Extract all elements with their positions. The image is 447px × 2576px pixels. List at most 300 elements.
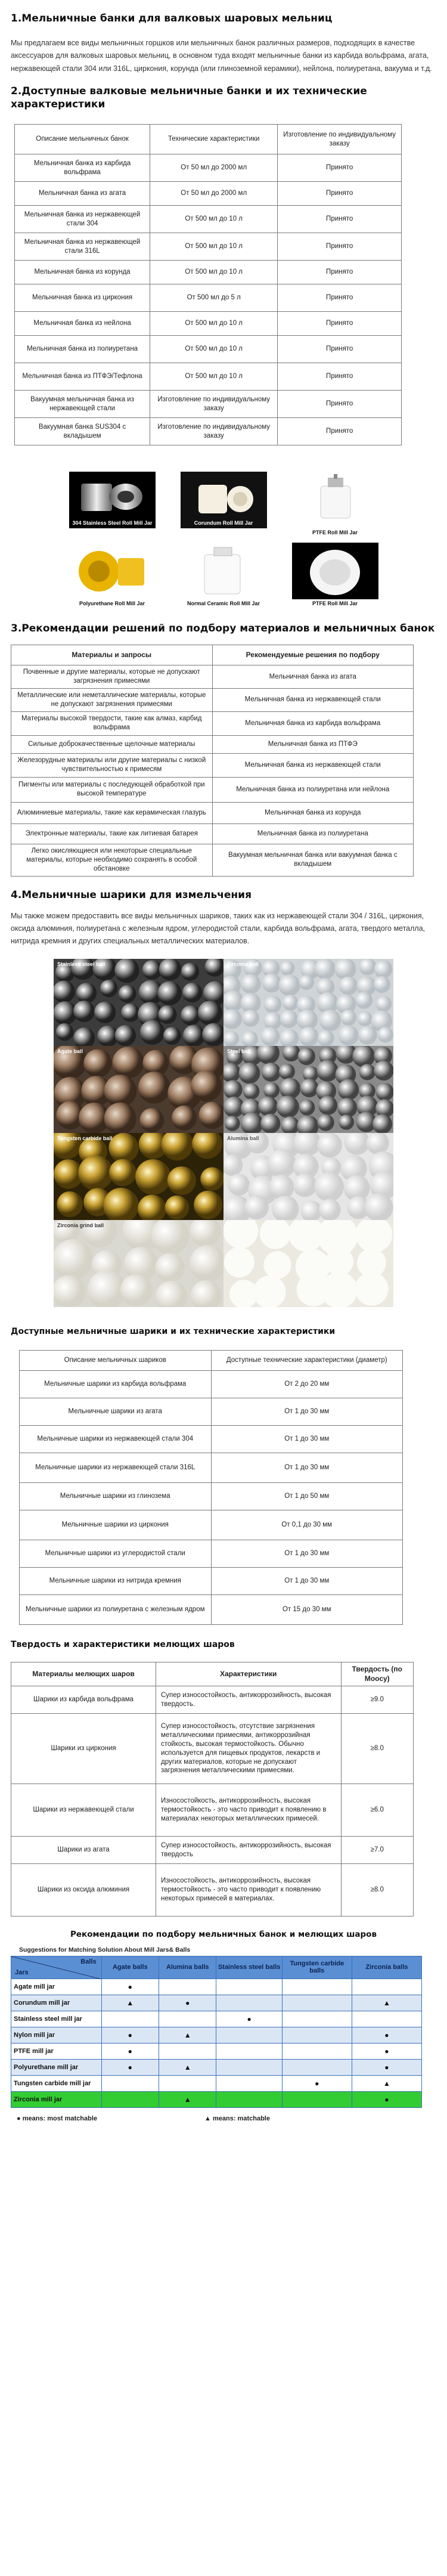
rec-cell: Вакуумная мельничная банка или вакуумная банка с вкладышем (212, 844, 414, 876)
jars-row (15, 261, 402, 284)
ball (120, 1274, 153, 1306)
legend-most-matchable: ● means: most matchable (17, 2114, 98, 2122)
ball (74, 1027, 95, 1046)
hard-cell: ≥9.0 (341, 1686, 414, 1714)
balls-row (20, 1398, 403, 1425)
ball (56, 1023, 74, 1041)
rec-cell: Мельничная банка из карбида вольфрама (212, 711, 414, 735)
ball (319, 1199, 341, 1220)
balls-zirconia-grind (54, 1220, 224, 1307)
balls-label-4: Tungsten carbide ball (57, 1135, 113, 1141)
ball (57, 1191, 82, 1216)
steel-balls-image (224, 1046, 393, 1133)
corner-balls-label: Balls (80, 1958, 97, 1965)
jars-cell: От 500 мл до 10 л (150, 312, 278, 336)
ball (83, 1049, 111, 1077)
matching-mark (282, 2043, 352, 2059)
ball (76, 983, 97, 1003)
matching-row (11, 1995, 422, 2011)
ball (205, 959, 224, 977)
matching-row-label: Corundum mill jar (11, 1995, 102, 2011)
photo-ptfe-jar-2 (292, 543, 378, 606)
ball (318, 1114, 334, 1131)
ball (339, 1114, 354, 1130)
polyurethane-jar-image (69, 543, 156, 599)
jars-row (15, 363, 402, 391)
ball (243, 1083, 260, 1100)
balls-header-1: Доступные технические характеристики (диаметр) (211, 1350, 403, 1370)
ball (262, 973, 281, 992)
ball (355, 1272, 388, 1305)
ball (334, 959, 356, 980)
jars-row (15, 312, 402, 336)
rec-cell: Легко окисляющиеся или некоторые специальные материалы, которые необходимо сохранять в особой обстановке (11, 844, 213, 876)
balls-row (20, 1510, 403, 1540)
recommendations-table (11, 645, 414, 877)
ball (264, 1012, 282, 1030)
balls-cell: От 0,1 до 30 мм (211, 1510, 403, 1540)
jars-cell: Принято (278, 154, 402, 182)
rec-row (11, 735, 414, 753)
balls-alumina (224, 1133, 393, 1220)
ball (283, 995, 299, 1011)
hard-cell: Супер износостойкость, антикоррозийность, высокая твердость (156, 1837, 342, 1864)
legend-matchable: ▲ means: matchable (204, 2114, 270, 2122)
rec-cell: Мельничная банка из корунда (212, 802, 414, 823)
jars-row (15, 233, 402, 261)
balls-cell: От 2 до 20 мм (211, 1370, 403, 1398)
photo-polyurethane-jar (69, 543, 156, 606)
matching-table (11, 1956, 422, 2108)
matching-row (11, 2043, 422, 2059)
balls-row (20, 1482, 403, 1510)
ball (121, 1003, 139, 1021)
jars-header-2: Изготовление по индивидуальному заказу (278, 125, 402, 154)
matching-mark: ● (216, 2011, 282, 2027)
ball (182, 983, 202, 1002)
ball (190, 1244, 224, 1281)
matching-row (11, 2027, 422, 2043)
rec-cell: Электронные материалы, такие как литиевая батарея (11, 823, 213, 844)
matching-col-1: Alumina balls (159, 1956, 216, 1979)
photo-caption-2: PTFE Roll Mill Jar (312, 530, 358, 536)
ball (374, 1060, 393, 1080)
matching-mark: ● (101, 2043, 159, 2059)
jars-cell: Мельничная банка из циркония (15, 284, 150, 312)
jars-cell: Принято (278, 418, 402, 445)
ball (192, 1133, 222, 1159)
jars-cell: Мельничная банка из агата (15, 182, 150, 206)
hard-header-0: Материалы мелющих шаров (11, 1662, 156, 1686)
rec-cell: Мельничная банка из полиуретана или нейлона (212, 777, 414, 802)
ball (264, 995, 281, 1013)
jars-cell: Принято (278, 336, 402, 363)
balls-cell: Мельничные шарики из глинозема (20, 1482, 212, 1510)
jars-cell: Вакуумная мельничная банка из нержавеющей стали (15, 391, 150, 418)
balls-label-5: Alumina ball (227, 1135, 259, 1141)
ball (262, 1063, 281, 1082)
section-1-paragraph: Мы предлагаем все виды мельничных горшков или мельничных банок различных размеров, подходящих в качестве аксессуаров для валковых шаровых мельниц, в основном туда входят мельничные банки из карбида вольфрама, агата, нержавеющей стали 304 или 316L, циркония, корунда (или глиноземной керамики), нейлона, полиуретана, вакуума и т.д. (11, 39, 432, 73)
matching-mark (216, 2043, 282, 2059)
jars-cell: Вакуумная банка SUS304 с вкладышем (15, 418, 150, 445)
ball (138, 1194, 166, 1219)
matching-mark: ● (101, 2059, 159, 2075)
ptfe-jar-image (292, 472, 378, 528)
ball (260, 1220, 291, 1249)
balls-cell: От 1 до 30 мм (211, 1425, 403, 1453)
balls-label-1: Zirconia ball (227, 961, 259, 967)
rec-row (11, 777, 414, 802)
hard-cell: Шарики из нержавеющей стали (11, 1784, 156, 1837)
jars-spec-table (14, 124, 402, 445)
ball (279, 1063, 295, 1079)
balls-cell: Мельничные шарики из нержавеющей стали 304 (20, 1425, 212, 1453)
ball (242, 1030, 258, 1045)
balls-label-3: Steel ball (227, 1048, 251, 1054)
ball (54, 980, 75, 1003)
rec-row (11, 711, 414, 735)
balls-stainless (54, 959, 224, 1046)
balls-cell: От 1 до 30 мм (211, 1540, 403, 1567)
matching-mark: ● (352, 2091, 421, 2107)
jars-cell: От 500 мл до 10 л (150, 206, 278, 233)
ball (261, 1027, 280, 1046)
rec-row (11, 689, 414, 712)
matching-mark (216, 1979, 282, 1995)
rec-cell: Мельничная банка из полиуретана (212, 823, 414, 844)
ball (260, 1113, 280, 1132)
ball (199, 1101, 224, 1128)
matching-mark: ▲ (352, 1995, 421, 2011)
jars-cell: Принято (278, 391, 402, 418)
ball (135, 1159, 171, 1195)
photo-ceramic-jar (181, 543, 267, 606)
balls-tungsten (54, 1133, 224, 1220)
balls-cell: Мельничные шарики из нержавеющей стали 316L (20, 1453, 212, 1482)
jars-cell: От 50 мл до 2000 мл (150, 182, 278, 206)
ball (151, 1220, 189, 1255)
jars-row (15, 284, 402, 312)
ball (224, 1247, 254, 1277)
hard-cell: Шарики из оксида алюминия (11, 1864, 156, 1916)
jars-cell: Принято (278, 363, 402, 391)
ball (374, 976, 390, 992)
matching-col-3: Tungsten carbide balls (282, 1956, 352, 1979)
balls-header-0: Описание мельничных шариков (20, 1350, 212, 1370)
jars-row (15, 154, 402, 182)
photo-caption-5: PTFE Roll Mill Jar (312, 600, 358, 607)
rec-cell: Мельничная банка из нержавеющей стали (212, 753, 414, 777)
balls-label-0: Stainless steel ball (57, 961, 105, 967)
ball (202, 1023, 224, 1045)
jars-cell: От 500 мл до 10 л (150, 336, 278, 363)
ceramic-jar-image (181, 543, 267, 599)
ball (181, 1005, 201, 1026)
balls-cell: От 1 до 50 мм (211, 1482, 403, 1510)
ball (277, 1095, 299, 1118)
balls-cell: От 1 до 30 мм (211, 1453, 403, 1482)
ball (104, 1075, 137, 1107)
photo-corundum-jar (181, 472, 267, 535)
balls-row (20, 1594, 403, 1624)
ball (356, 992, 373, 1009)
ball (224, 1220, 258, 1249)
ball (191, 1280, 222, 1306)
ball (190, 1220, 221, 1247)
hard-cell: Супер износостойкость, антикоррозийность, высокая твердость. (156, 1686, 342, 1714)
hard-cell: Шарики из карбида вольфрама (11, 1686, 156, 1714)
hard-row (11, 1714, 414, 1784)
matching-mark: ● (352, 2043, 421, 2059)
section-3-title: 3.Рекомендации решений по подбору материалов и мельничных банок (11, 623, 435, 635)
hard-row (11, 1864, 414, 1916)
matching-row (11, 2059, 422, 2075)
matching-mark (216, 2027, 282, 2043)
ball (376, 1083, 393, 1101)
ball (258, 1096, 278, 1116)
jars-header-0: Описание мельничных банок (15, 125, 150, 154)
hard-cell: ≥6.0 (341, 1784, 414, 1837)
ball (200, 1167, 224, 1191)
ball (279, 974, 300, 996)
ball (224, 1063, 241, 1082)
section-4-title: 4.Мельничные шарики для измельчения (11, 888, 252, 901)
matching-row-label: Stainless steel mill jar (11, 2011, 102, 2027)
matching-mark: ▲ (159, 2091, 216, 2107)
hard-row (11, 1686, 414, 1714)
balls-cell: От 1 до 30 мм (211, 1398, 403, 1425)
ball (300, 1200, 322, 1220)
matching-mark (101, 2075, 159, 2091)
matching-mark (282, 2091, 352, 2107)
ball (239, 1062, 260, 1083)
jars-cell: Принято (278, 261, 402, 284)
matching-row-label: PTFE mill jar (11, 2043, 102, 2059)
ball (165, 1195, 190, 1219)
matching-row-label: Nylon mill jar (11, 2027, 102, 2043)
matching-col-4: Zirconia balls (352, 1956, 421, 1979)
rec-row (11, 753, 414, 777)
jars-cell: От 50 мл до 2000 мл (150, 154, 278, 182)
ball (316, 1060, 338, 1081)
section-2-title: 2.Доступные валковые мельничные банки и их технические характеристики (11, 85, 367, 110)
balls-row (20, 1453, 403, 1482)
ball (367, 1133, 389, 1154)
rec-cell: Алюминиевые материалы, такие как керамическая глазурь (11, 802, 213, 823)
jars-cell: Мельничная банка из корунда (15, 261, 150, 284)
matching-mark (216, 2075, 282, 2091)
rec-row (11, 823, 414, 844)
ball (299, 1026, 319, 1045)
corner-jars-label: Jars (15, 1969, 29, 1976)
hard-cell: Износостойкость, антикоррозийность, высокая термостойкость - это часто приводит к появлению некоторых примесей в материалах. (156, 1864, 342, 1916)
matching-row (11, 2075, 422, 2091)
rec-row (11, 802, 414, 823)
ball (113, 1046, 144, 1078)
ball (372, 1114, 392, 1132)
ball (108, 1133, 138, 1163)
ball (321, 1272, 358, 1307)
ball (198, 1001, 222, 1025)
matching-mark: ▲ (352, 2075, 421, 2091)
matching-mark (282, 2027, 352, 2043)
balls-label-6: Zirconia grind ball (57, 1222, 104, 1228)
balls-steel (224, 1046, 393, 1133)
matching-mark (282, 2011, 352, 2027)
ball (119, 984, 136, 1002)
ball (280, 1010, 298, 1027)
section-7-title: Рекомендации по подбору мельничных банок и мелющих шаров (70, 1930, 377, 1940)
matching-row-label: Zirconia mill jar (11, 2091, 102, 2107)
jars-cell: Принято (278, 206, 402, 233)
ball (156, 1280, 188, 1306)
ball (109, 1159, 136, 1185)
white-balls-image (224, 1220, 393, 1307)
ball (300, 1079, 318, 1097)
ball (54, 1275, 85, 1307)
ball (224, 1009, 242, 1029)
jars-cell: От 500 мл до 10 л (150, 261, 278, 284)
matching-mark (159, 2011, 216, 2027)
balls-cell: Мельничные шарики из карбида вольфрама (20, 1370, 212, 1398)
ball (325, 1247, 353, 1275)
matching-row-label: Tungsten carbide mill jar (11, 2075, 102, 2091)
jars-cell: Мельничная банка из нейлона (15, 312, 150, 336)
hard-cell: Износостойкость, антикоррозийность, высокая термостойкость - это часто приводит к появлению в материалах некоторых металлических примесей. (156, 1784, 342, 1837)
balls-row (20, 1370, 403, 1398)
matching-mark (282, 1979, 352, 1995)
balls-row (20, 1425, 403, 1453)
jars-cell: От 500 мл до 10 л (150, 233, 278, 261)
balls-cell: Мельничные шарики из полиуретана с железным ядром (20, 1594, 212, 1624)
jars-header-1: Технические характеристики (150, 125, 278, 154)
photo-caption-1: Corundum Roll Mill Jar (194, 520, 253, 527)
matching-mark (282, 1995, 352, 2011)
balls-label-2: Agate ball (57, 1048, 83, 1054)
ball (359, 959, 377, 976)
matching-mark: ● (101, 2027, 159, 2043)
ball (257, 1046, 280, 1064)
matching-mark: ● (282, 2075, 352, 2091)
ball (224, 1030, 239, 1045)
ball (374, 960, 393, 979)
balls-agate (54, 1046, 224, 1133)
rec-cell: Мельничная банка из ПТФЭ (212, 735, 414, 753)
matching-mark (282, 2059, 352, 2075)
balls-cell: Мельничные шарики из углеродистой стали (20, 1540, 212, 1567)
section-5-title: Доступные мельничные шарики и их технические характеристики (11, 1326, 336, 1336)
ball (157, 981, 181, 1005)
hard-cell: Супер износостойкость, отсутствие загрязнения металлическими примесями, антикоррозийная стойкость, высокая термостойкость. Обычно используется для пищевых продуктов, лекарств и других материалов, которые не допускают загрязнения металлическими примесями. (156, 1714, 342, 1784)
ball (315, 959, 336, 979)
matching-mark: ● (352, 2059, 421, 2075)
matching-mark: ● (101, 1979, 159, 1995)
stainless-balls-image (54, 959, 224, 1046)
matching-mark (216, 2059, 282, 2075)
ball (194, 1190, 222, 1219)
jars-cell: Мельничная банка из нержавеющей стали 316L (15, 233, 150, 261)
section-1-title: 1.Мельничные банки для валковых шаровых мельниц (11, 13, 333, 24)
matching-col-2: Stainless steel balls (216, 1956, 282, 1979)
jars-cell: От 500 мл до 10 л (150, 363, 278, 391)
ball (228, 1174, 250, 1196)
zirconia-balls-image (224, 959, 393, 1046)
ball (318, 1030, 334, 1046)
ball (297, 1115, 318, 1133)
balls-zirconia (224, 959, 393, 1046)
matching-corner-cell (11, 1956, 102, 1979)
matching-mark (216, 2091, 282, 2107)
rec-cell: Мельничная банка из нержавеющей стали (212, 689, 414, 712)
matching-row (11, 2091, 422, 2107)
jars-cell: Принято (278, 182, 402, 206)
ball (162, 1133, 193, 1160)
ball (78, 1155, 113, 1190)
rec-header-0: Материалы и запросы (11, 645, 213, 665)
matching-mark (101, 2011, 159, 2027)
hard-header-2: Твердость (по Моосу) (341, 1662, 414, 1686)
ball (269, 1175, 294, 1200)
rec-cell: Железорудные материалы или другие материалы с низкой чувствительностью к примесям (11, 753, 213, 777)
alumina-balls-image (224, 1133, 393, 1220)
matching-mark: ▲ (159, 2059, 216, 2075)
ball (376, 996, 392, 1012)
jars-cell: Мельничная банка из карбида вольфрама (15, 154, 150, 182)
rec-cell: Металлические или неметаллические материалы, которые не допускают загрязнения примесями (11, 689, 213, 712)
ball (243, 1010, 260, 1027)
ball (115, 1025, 136, 1046)
matching-mark (159, 2043, 216, 2059)
balls-white (224, 1220, 393, 1307)
ball (314, 1172, 344, 1202)
ball (156, 1253, 185, 1282)
ball (224, 1080, 243, 1099)
jars-row (15, 206, 402, 233)
rec-row (11, 844, 414, 876)
matching-mark (159, 2075, 216, 2091)
matching-mark (352, 2011, 421, 2027)
ball (114, 959, 139, 983)
matching-row (11, 2011, 422, 2027)
ball (268, 1148, 296, 1177)
agate-balls-image (54, 1046, 224, 1133)
hard-cell: Шарики из циркония (11, 1714, 156, 1784)
hard-header-1: Характеристики (156, 1662, 342, 1686)
ball (280, 1029, 299, 1045)
ball (103, 1187, 138, 1219)
balls-row (20, 1567, 403, 1594)
jar-photo-grid (11, 472, 436, 606)
matching-mark: ▲ (101, 1995, 159, 2011)
jars-cell: Мельничная банка из нержавеющей стали 304 (15, 206, 150, 233)
balls-cell: Мельничные шарики из нитрида кремния (20, 1567, 212, 1594)
ball (104, 1102, 136, 1132)
rec-cell: Материалы высокой твердости, такие как алмаз, карбид вольфрама (11, 711, 213, 735)
hard-cell: ≥7.0 (341, 1837, 414, 1864)
section-4-paragraph: Мы также можем предоставить все виды мельничных шариков, таких как из нержавеющей стали 304 / 316L, циркония, оксида алюминия, полиуретана с железным ядром, углеродистой стали, карбида вольфрама, агата, твердого металла, нитрида кремния и других специальных металлических материалов. (11, 911, 426, 946)
ball (339, 976, 358, 995)
rec-row (11, 665, 414, 689)
tungsten-balls-image (54, 1133, 224, 1220)
balls-row (20, 1540, 403, 1567)
ball (139, 1108, 164, 1132)
ball (163, 1027, 181, 1045)
jars-cell: От 500 мл до 5 л (150, 284, 278, 312)
ball (317, 1133, 342, 1157)
photo-caption-4: Normal Ceramic Roll Mill Jar (187, 600, 260, 607)
ball (338, 1079, 359, 1100)
ball (339, 1025, 359, 1045)
